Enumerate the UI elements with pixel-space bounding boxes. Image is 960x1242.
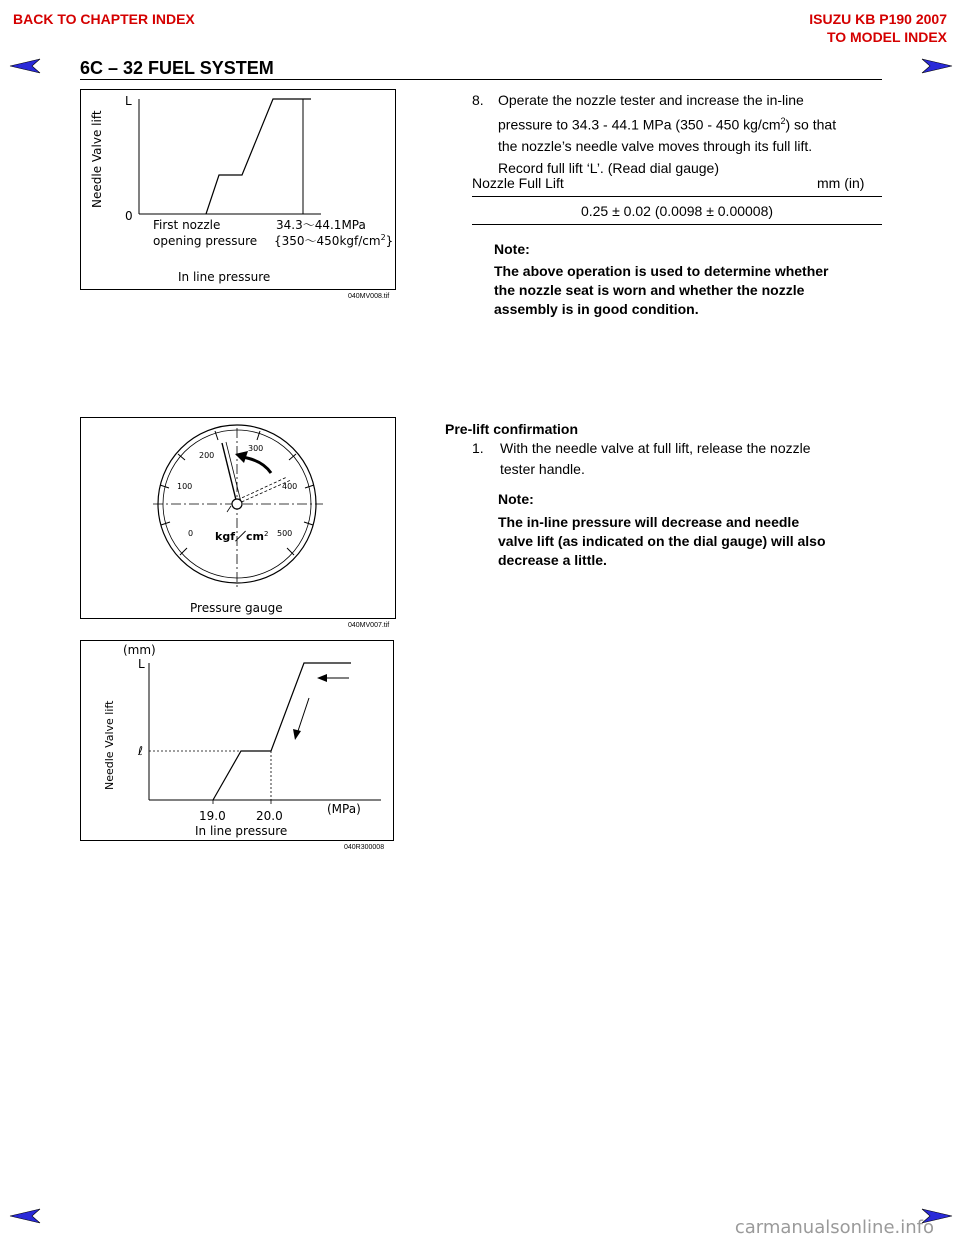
step-8-number: 8. [472, 92, 484, 108]
spec-value: 0.25 ± 0.02 (0.0098 ± 0.00008) [580, 203, 774, 219]
figure-2-caption: 040MV007.tif [348, 622, 390, 629]
gauge-tick-100: 100 [177, 482, 193, 491]
gauge-tick-400: 400 [282, 482, 298, 491]
note-1-body: The above operation is used to determine whether the nozzle seat is worn and whether the nozzle assembly is in good condition. [494, 263, 829, 317]
needle-lift-chart-1 [81, 90, 395, 289]
first-nozzle-label-2: opening pressure [153, 234, 258, 248]
gauge-tick-500: 500 [277, 529, 293, 538]
x-axis-label-3: In line pressure [195, 824, 288, 838]
back-to-chapter-index-link[interactable]: BACK TO CHAPTER INDEX [13, 11, 195, 27]
vehicle-model-link[interactable]: ISUZU KB P190 2007 [809, 11, 947, 27]
spec-label: Nozzle Full Lift [472, 175, 564, 191]
note-2-body: The in-line pressure will decrease and needle valve lift (as indicated on the dial gauge) will also decrease a little. [498, 514, 826, 568]
figure-1-caption: 040MV008.tif [348, 293, 390, 300]
y-mid-label-3: ℓ [138, 744, 143, 758]
y-axis-label: Needle Valve lift [90, 110, 104, 208]
needle-lift-figure-3 [80, 640, 394, 841]
pressure-kgf-label: $\{350\sim 450kgf/cm^2\}$ [274, 233, 394, 248]
pre-lift-step-number: 1. [472, 440, 484, 456]
pre-lift-step-text: With the needle valve at full lift, release the nozzle tester handle. [500, 440, 811, 477]
next-page-arrow-icon[interactable] [920, 58, 954, 74]
y-axis-label-3: Needle Valve lift [103, 700, 116, 790]
pre-lift-heading: Pre-lift confirmation [445, 421, 579, 437]
note-1-title: Note: [494, 241, 530, 257]
gauge-tick-300: 300 [248, 444, 264, 453]
y-zero-label: 0 [125, 209, 133, 223]
needle-lift-chart-3 [81, 641, 393, 840]
previous-page-bottom-arrow-icon[interactable] [8, 1208, 42, 1224]
step-8-text: Operate the nozzle tester and increase the in-line pressure to 34.3 - 44.1 MPa (350 - 450 $kg/cm^2$) so that the nozzle’s needle valve moves through its full lift. Record full lift ‘L’. (Read dial gauge) [498, 92, 837, 176]
spec-table-top-rule [472, 196, 882, 197]
header-divider [80, 79, 882, 80]
pressure-gauge-figure [80, 417, 396, 619]
gauge-unit-label: $kgf/cm^2$ [215, 530, 269, 543]
needle-lift-figure-1 [80, 89, 396, 290]
first-nozzle-label-1: First nozzle [153, 218, 221, 232]
pressure-gauge-label: Pressure gauge [190, 601, 283, 615]
x-tick-19: 19.0 [199, 809, 226, 823]
spec-table-bottom-rule [472, 224, 882, 225]
to-model-index-link[interactable]: TO MODEL INDEX [826, 29, 947, 45]
gauge-tick-0: 0 [188, 529, 194, 538]
x-tick-20: 20.0 [256, 809, 283, 823]
gauge-tick-200: 200 [199, 451, 215, 460]
page-title: 6C – 32 FUEL SYSTEM [80, 58, 274, 78]
pressure-mpa-label: 34.3～44.1MPa [276, 218, 366, 232]
y-unit-label: (mm) [123, 643, 156, 657]
note-2-title: Note: [498, 491, 534, 507]
figure-3-caption: 040R300008 [344, 844, 385, 851]
x-axis-label: In line pressure [178, 270, 271, 284]
x-unit-label: (MPa) [327, 802, 361, 816]
watermark: carmanualsonline.info [734, 1217, 934, 1238]
pressure-gauge-drawing [81, 418, 395, 618]
y-top-label: L [125, 94, 132, 108]
y-top-label-3: L [138, 657, 145, 671]
previous-page-arrow-icon[interactable] [8, 58, 42, 74]
spec-unit: mm (in) [817, 175, 865, 191]
